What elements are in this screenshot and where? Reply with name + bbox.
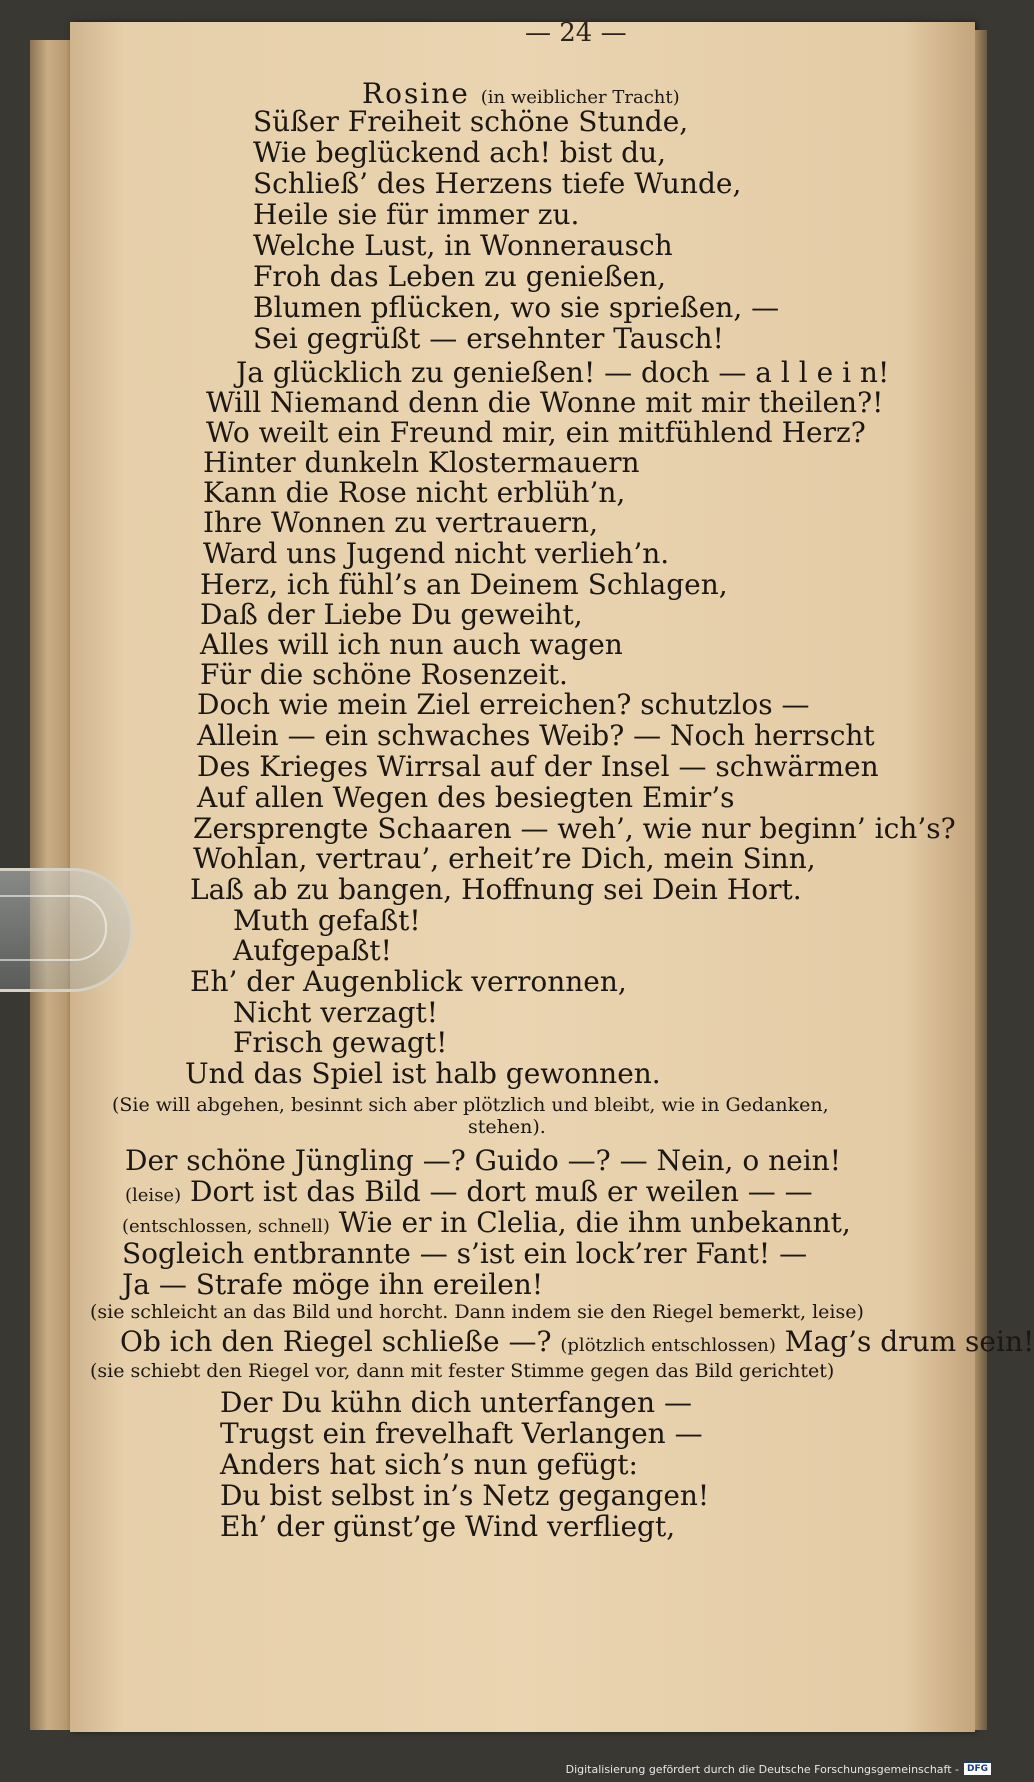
verse-line: Des Krieges Wirrsal auf der Insel — schwärmen: [197, 750, 879, 783]
stage-direction: (Sie will abgehen, besinnt sich aber plötzlich und bleibt, wie in Gedanken,: [112, 1094, 829, 1116]
verse-line-with-direction: [120, 1325, 1034, 1358]
verse-line: Zersprengte Schaaren — weh’, wie nur beginn’ ich’s?: [193, 812, 956, 845]
verse-line: Aufgepaßt!: [233, 934, 392, 967]
digitization-footer: [566, 1762, 992, 1776]
verse-line: Auf allen Wegen des besiegten Emir’s: [197, 781, 735, 814]
dfg-logo: DFG: [963, 1762, 992, 1776]
verse-line: Heile sie für immer zu.: [253, 198, 580, 231]
verse-text: Dort ist das Bild — dort muß er weilen — —: [190, 1175, 813, 1208]
verse-line: Der Du kühn dich unterfangen —: [220, 1386, 692, 1419]
speaker-heading: [362, 77, 680, 110]
verse-line: Blumen pflücken, wo sie sprießen, —: [253, 291, 780, 324]
stage-direction: stehen).: [468, 1116, 546, 1138]
verse-line: Wo weilt ein Freund mir, ein mitfühlend Herz?: [206, 416, 866, 449]
verse-line: Für die schöne Rosenzeit.: [200, 658, 568, 691]
book-right-edge: [975, 30, 987, 1730]
verse-line: Muth gefaßt!: [233, 904, 421, 937]
verse-line: Daß der Liebe Du geweiht,: [200, 598, 583, 631]
speaker-direction: (in weiblicher Tracht): [480, 87, 680, 108]
verse-line: Kann die Rose nicht erblüh’n,: [203, 476, 626, 509]
verse-line: Laß ab zu bangen, Hoffnung sei Dein Hort.: [190, 873, 802, 906]
verse-line: Herz, ich fühl’s an Deinem Schlagen,: [200, 568, 728, 601]
verse-line: Du bist selbst in’s Netz gegangen!: [220, 1479, 710, 1512]
verse-line: Froh das Leben zu genießen,: [253, 260, 667, 293]
verse-line: Süßer Freiheit schöne Stunde,: [253, 105, 689, 138]
paper-clip-inner: [0, 895, 107, 961]
verse-line: Schließ’ des Herzens tiefe Wunde,: [253, 167, 742, 200]
verse-line: Welche Lust, in Wonnerausch: [253, 229, 673, 262]
verse-line: Sei gegrüßt — ersehnter Tausch!: [253, 322, 724, 355]
verse-line: Wie beglückend ach! bist du,: [253, 136, 667, 169]
verse-line: Nicht verzagt!: [233, 996, 438, 1029]
page-number: — 24 —: [525, 18, 627, 48]
verse-line: Ja — Strafe möge ihn ereilen!: [122, 1268, 544, 1301]
verse-line-with-direction: [125, 1175, 813, 1208]
stage-direction: (sie schleicht an das Bild und horcht. Dann indem sie den Riegel bemerkt, leise): [90, 1301, 864, 1323]
inline-direction: (leise): [125, 1185, 182, 1206]
verse-line-with-direction: [122, 1206, 851, 1239]
verse-line: Ja glücklich zu genießen! — doch — a l l e i n!: [236, 356, 890, 389]
verse-line: Wohlan, vertrau’, erheit’re Dich, mein Sinn,: [193, 842, 816, 875]
verse-line: Allein — ein schwaches Weib? — Noch herrscht: [197, 719, 875, 752]
footer-text: Digitalisierung gefördert durch die Deutsche Forschungsgemeinschaft -: [565, 1762, 959, 1776]
stage-direction: (sie schiebt den Riegel vor, dann mit fester Stimme gegen das Bild gerichtet): [90, 1360, 835, 1382]
verse-text-continued: Mag’s drum sein!: [784, 1325, 1034, 1358]
verse-text: Ob ich den Riegel schließe —?: [120, 1325, 552, 1358]
verse-line: Und das Spiel ist halb gewonnen.: [185, 1057, 661, 1090]
verse-line: Trugst ein frevelhaft Verlangen —: [220, 1417, 703, 1450]
verse-line: Frisch gewagt!: [233, 1026, 448, 1059]
verse-line: Ward uns Jugend nicht verlieh’n.: [203, 537, 670, 570]
verse-line: Alles will ich nun auch wagen: [200, 628, 623, 661]
verse-line: Sogleich entbrannte — s’ist ein lock’rer Fant! —: [122, 1237, 808, 1270]
verse-line: Doch wie mein Ziel erreichen? schutzlos —: [197, 688, 810, 721]
verse-line: Will Niemand denn die Wonne mit mir theilen?!: [206, 386, 884, 419]
inline-direction: (entschlossen, schnell): [122, 1216, 330, 1237]
verse-line: Der schöne Jüngling —? Guido —? — Nein, o nein!: [125, 1144, 841, 1177]
speaker-name: Rosine: [362, 77, 470, 110]
verse-text: Wie er in Clelia, die ihm unbekannt,: [338, 1206, 851, 1239]
verse-line: Anders hat sich’s nun gefügt:: [220, 1448, 638, 1481]
inline-direction: (plötzlich entschlossen): [560, 1335, 776, 1356]
verse-line: Hinter dunkeln Klostermauern: [203, 446, 640, 479]
verse-line: Eh’ der günst’ge Wind verfliegt,: [220, 1510, 676, 1543]
verse-line: Eh’ der Augenblick verronnen,: [190, 965, 627, 998]
verse-line: Ihre Wonnen zu vertrauern,: [203, 506, 598, 539]
